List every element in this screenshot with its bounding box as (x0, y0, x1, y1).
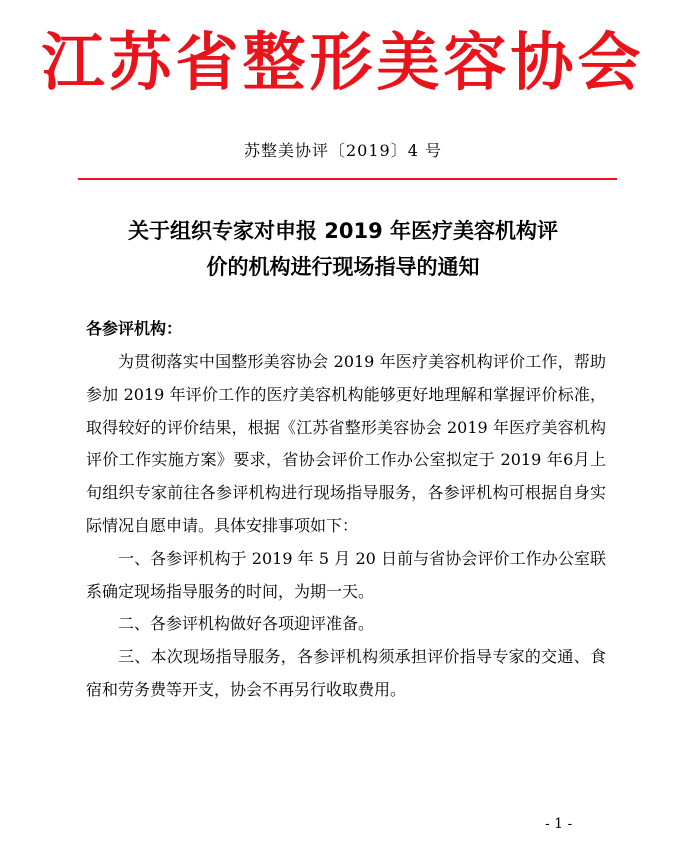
organization-letterhead: 江苏省整形美容协会 (41, 25, 645, 99)
body-text (86, 346, 606, 707)
document-number: 苏整美协评〔2019〕4 号 (244, 141, 442, 160)
addressee: 各参评机构： (86, 319, 183, 338)
title-line-2: 价的机构进行现场指导的通知 (206, 255, 480, 279)
paragraph-intro: 为贯彻落实中国整形美容协会 2019 年医疗美容机构评价工作，帮助参加 2019 年评价工作的医疗美容机构能够更好地理解和掌握评价标准，取得较好的评价结果，根据《江苏省整形美容协会 2019 年医疗美容机构评价工作实施方案》要求，省协会评价工作办公室拟定于 2019 年6月上旬组织专家前往各参评机构进行现场指导服务，各参评机构可根据自身实际情况自愿申请。具体安排事项如下： (86, 352, 606, 535)
title-line-1: 关于组织专家对申报 2019 年医疗美容机构评 (127, 219, 559, 243)
paragraph-item-2: 二、各参评机构做好各项迎评准备。 (118, 614, 375, 634)
document-title (80, 213, 606, 285)
page-number: - 1 - (545, 816, 573, 832)
red-divider-line (78, 178, 617, 180)
paragraph-item-1: 一、各参评机构于 2019 年 5 月 20 日前与省协会评价工作办公室联系确定现场指导服务的时间，为期一天。 (86, 548, 606, 601)
paragraph-item-3: 三、本次现场指导服务，各参评机构须承担评价指导专家的交通、食宿和劳务费等开支，协会不再另行收取费用。 (86, 647, 606, 699)
